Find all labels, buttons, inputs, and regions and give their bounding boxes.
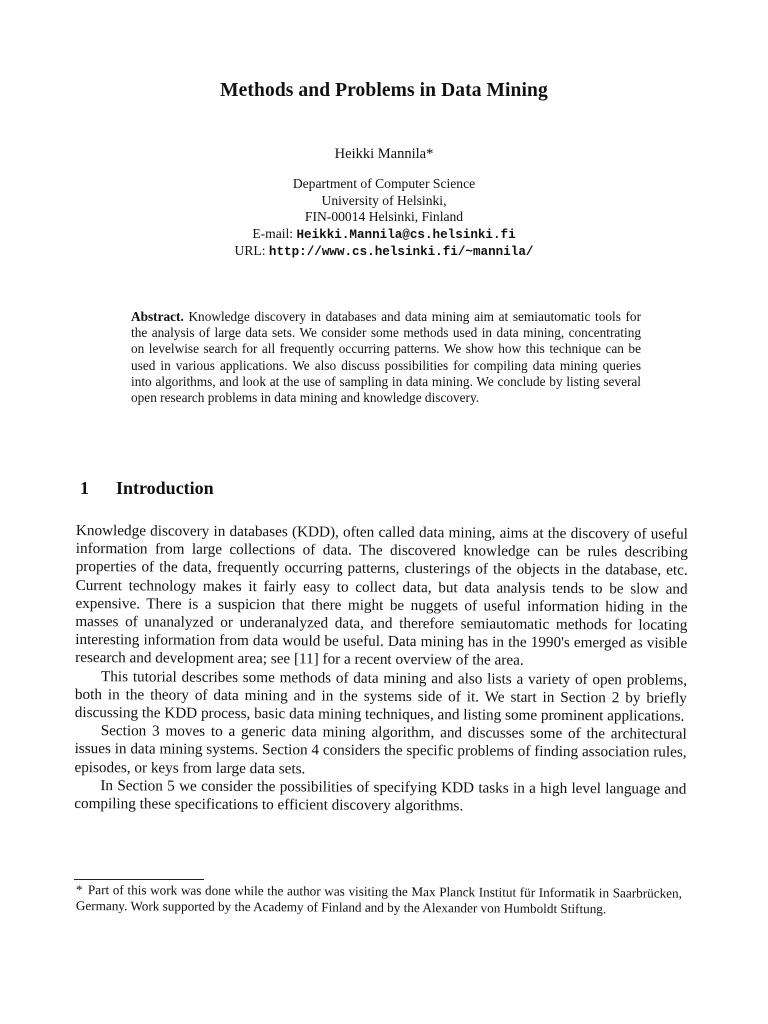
body-paragraph-4: In Section 5 we consider the possibilities of specifying KDD tasks in a high level language and compiling these specifications to efficient discovery algorithms. bbox=[74, 776, 687, 815]
url-line bbox=[0, 243, 768, 261]
footnote-mark: * bbox=[75, 882, 83, 898]
footnote bbox=[76, 882, 682, 917]
body-text bbox=[74, 522, 688, 817]
email-address: Heikki.Mannila@cs.helsinki.fi bbox=[296, 227, 516, 242]
section-heading bbox=[80, 478, 214, 499]
section-number: 1 bbox=[80, 478, 89, 498]
footnote-rule bbox=[74, 879, 204, 880]
url-label: URL: bbox=[234, 243, 266, 259]
footnote-text: Part of this work was done while the author was visiting the Max Planck Institut für Informatik in Saarbrücken, Germany. Work supported by the Academy of Finland and by the Alexander von Humboldt Stiftung. bbox=[75, 882, 682, 917]
url-address: http://www.cs.helsinki.fi/~mannila/ bbox=[268, 245, 534, 260]
body-paragraph-3: Section 3 moves to a generic data mining algorithm, and discusses some of the architectural issues in data mining systems. Section 4 considers the specific problems of finding association rules, episodes, or keys from large data sets. bbox=[74, 722, 687, 778]
abstract-label: Abstract. bbox=[131, 309, 184, 324]
affiliation-department: Department of Computer Science bbox=[292, 176, 476, 191]
paper-title: Methods and Problems in Data Mining bbox=[220, 80, 548, 101]
body-paragraph-2: This tutorial describes some methods of data mining and also lists a variety of open problems, both in the theory of data mining and in the systems side of it. We start in Section 2 by briefly discussing the KDD process, basic data mining techniques, and listing some prominent applications. bbox=[74, 667, 688, 725]
affiliation-block bbox=[0, 176, 768, 261]
body-paragraph-1: Knowledge discovery in databases (KDD), often called data mining, aims at the discovery of useful information from large collections of data. The discovered knowledge can be rules describing properties of the data, frequently occurring patterns, clusterings of the objects in the database, etc. Current technology makes it fairly easy to collect data, but data analysis tends to be slow and expensive. There is a suspicion that there might be nuggets of useful information hiding in the masses of unanalyzed or underanalyzed data, and therefore semiautomatic methods for locating interesting information from data would be useful. Data mining has in the 1990's emerged as visible research and development area; see [11] for a recent overview of the area. bbox=[75, 522, 688, 670]
email-label: E-mail: bbox=[252, 225, 294, 241]
section-title: Introduction bbox=[116, 478, 214, 498]
affiliation-university: University of Helsinki, bbox=[321, 192, 447, 208]
email-line bbox=[0, 226, 768, 244]
abstract bbox=[131, 309, 641, 406]
abstract-text: Knowledge discovery in databases and data mining aim at semiautomatic tools for the analysis of large data sets. We consider some methods used in data mining, concentrating on levelwise search for all frequently occurring patterns. We show how this technique can be used in various applications. We also discuss possibilities for compiling data mining queries into algorithms, and look at the use of sampling in data mining. We conclude by listing several open research problems in data mining and knowledge discovery. bbox=[131, 309, 641, 406]
affiliation-address: FIN-00014 Helsinki, Finland bbox=[304, 209, 464, 225]
author-name: Heikki Mannila* bbox=[334, 146, 434, 162]
